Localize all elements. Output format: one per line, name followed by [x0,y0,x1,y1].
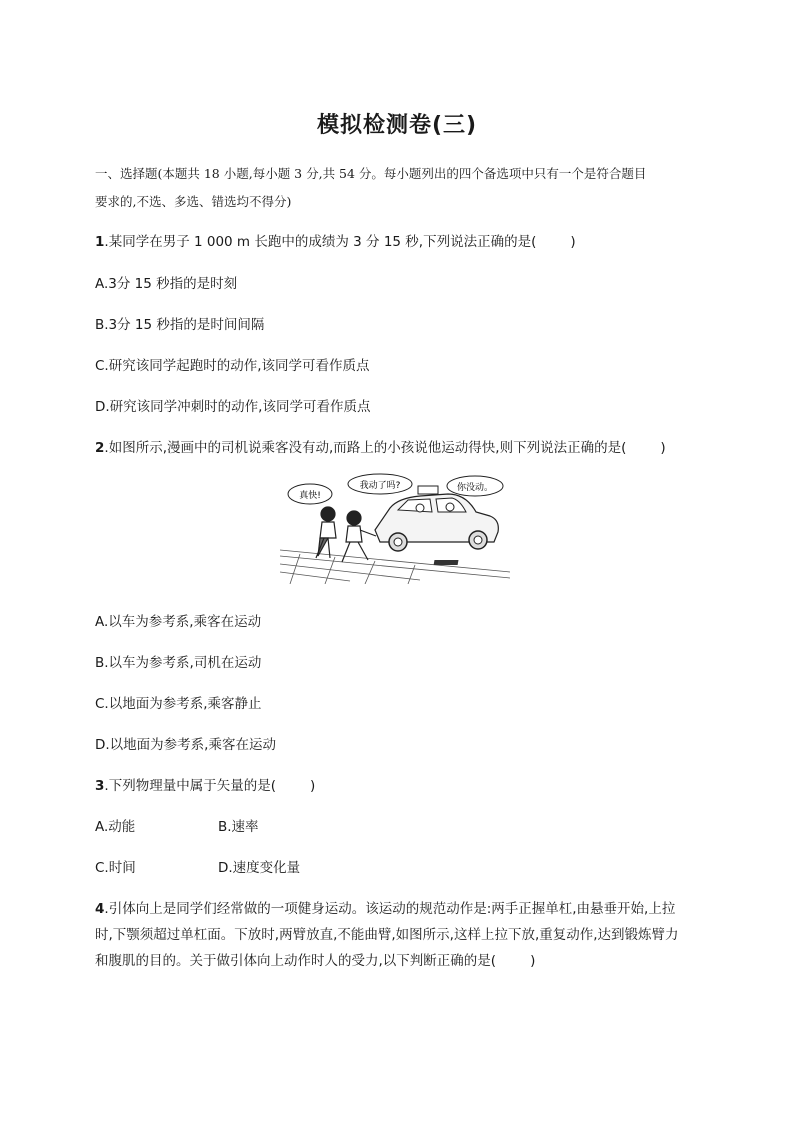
section-instructions [95,160,705,216]
bubble-text-passenger: 我动了吗? [359,481,401,491]
speech-bubble-kid [288,484,332,504]
question-1-option-d: D.研究该同学冲刺时的动作,该同学可看作质点 [95,399,371,415]
question-1-stem [95,230,576,250]
question-4-stem-line-3 [95,949,705,969]
question-2-stem [95,436,666,456]
question-text: .下列物理量中属于矢量的是( [104,778,276,794]
section-instructions-line-1: 一、选择题(本题共 18 小题,每小题 3 分,共 54 分。每小题列出的四个备选项中只有一个是符合题目 [95,166,647,181]
question-2-option-b: B.以车为参考系,司机在运动 [95,655,262,671]
answer-paren-close: ) [660,440,666,456]
question-number: 4 [95,901,105,917]
question-text: 和腹肌的目的。关于做引体向上动作时人的受力,以下判断正确的是( [95,953,497,969]
question-text: .某同学在男子 1 000 m 长跑中的成绩为 3 分 15 秒,下列说法正确的是( [104,234,537,250]
question-2-option-d: D.以地面为参考系,乘客在运动 [95,737,276,753]
cartoon-illustration [280,472,510,584]
bubble-text-driver: 你没动。 [456,483,494,493]
question-2-option-c: C.以地面为参考系,乘客静止 [95,696,262,712]
answer-paren-close: ) [530,953,536,969]
question-3-option-c: C.时间 [95,860,136,876]
question-number: 1 [95,234,105,250]
speech-bubble-driver [447,476,503,496]
question-3-option-b: B.速率 [218,819,259,835]
question-1-option-c: C.研究该同学起跑时的动作,该同学可看作质点 [95,358,370,374]
question-3-stem [95,774,315,794]
question-text: .引体向上是同学们经常做的一项健身运动。该运动的规范动作是:两手正握单杠,由悬垂开始,上拉 [104,901,676,917]
children-running-icon [316,507,376,562]
question-text: .如图所示,漫画中的司机说乘客没有动,而路上的小孩说他运动得快,则下列说法正确的是( [104,440,627,456]
section-instructions-line-2: 要求的,不选、多选、错选均不得分) [95,194,292,209]
page-title: 模拟检测卷(三) [316,113,478,138]
bubble-text-kid: 真快! [299,491,321,501]
question-4-stem-line-2: 时,下颚须超过单杠面。下放时,两臂放直,不能曲臂,如图所示,这样上拉下放,重复动作,达到锻炼臂力 [95,927,679,943]
answer-paren-close: ) [570,234,576,250]
question-3-option-a: A.动能 [95,819,136,835]
question-1-option-a: A.3分 15 秒指的是时刻 [95,276,238,292]
question-number: 3 [95,778,105,794]
speech-bubble-passenger [348,474,412,494]
question-1-option-b: B.3分 15 秒指的是时间间隔 [95,317,265,333]
question-2-option-a: A.以车为参考系,乘客在运动 [95,614,262,630]
question-4-stem-line-1 [95,897,705,917]
drain-grate-icon [434,560,459,565]
question-3-option-d: D.速度变化量 [218,860,301,876]
question-number: 2 [95,440,105,456]
answer-paren-close: ) [309,778,316,794]
